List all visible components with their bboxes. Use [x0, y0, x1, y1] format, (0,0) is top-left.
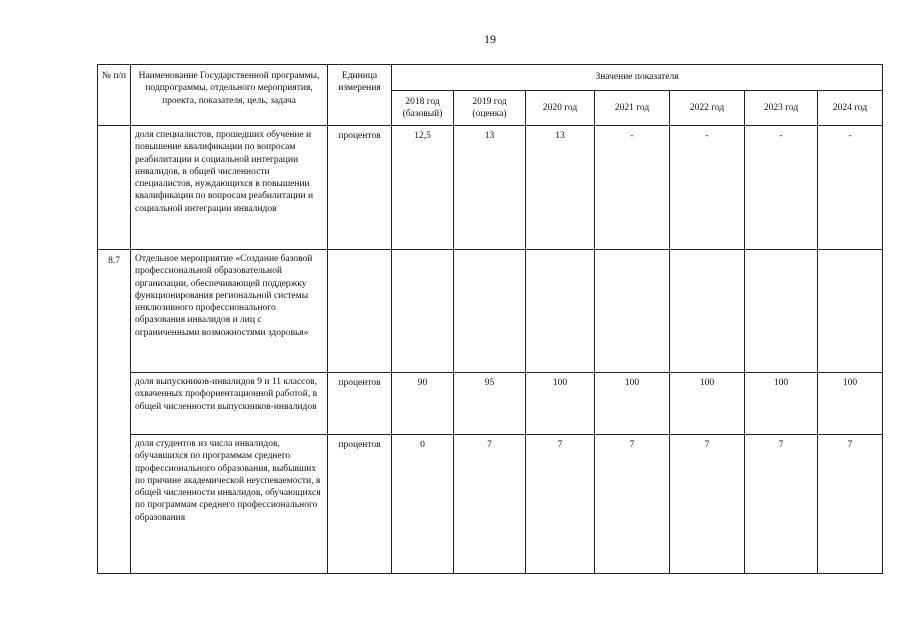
- row-value: [818, 250, 883, 373]
- header-year: 2020 год: [526, 91, 595, 126]
- row-unit: процентов: [328, 435, 392, 574]
- row-unit: [328, 250, 392, 373]
- row-num: 8.7: [98, 250, 131, 574]
- row-value: [595, 250, 670, 373]
- table-row: [98, 373, 883, 435]
- row-value: 13: [454, 126, 526, 250]
- row-value: 100: [526, 373, 595, 435]
- header-year: 2018 год (базовый): [392, 91, 454, 126]
- row-value: 7: [670, 435, 745, 574]
- row-value: 90: [392, 373, 454, 435]
- header-year: 2019 год (оценка): [454, 91, 526, 126]
- row-value: [745, 250, 818, 373]
- row-unit: процентов: [328, 373, 392, 435]
- row-value: 7: [745, 435, 818, 574]
- row-value: 7: [454, 435, 526, 574]
- row-value: -: [670, 126, 745, 250]
- row-value: -: [818, 126, 883, 250]
- header-unit: Единица измерения: [328, 65, 392, 126]
- row-value: [392, 250, 454, 373]
- row-value: 100: [670, 373, 745, 435]
- row-value: -: [595, 126, 670, 250]
- row-value: 7: [818, 435, 883, 574]
- header-year: 2023 год: [745, 91, 818, 126]
- table-row: [98, 250, 883, 373]
- row-value: [670, 250, 745, 373]
- row-value: 13: [526, 126, 595, 250]
- row-name: доля специалистов, прошедших обучение и повышение квалификации по вопросам реабилитации и социальной интеграции инвалидов, в общей численности специалистов, нуждающихся в повышении квалификации по вопросам реабилитации и социальной интеграции инвалидов: [131, 126, 328, 250]
- header-year: 2024 год: [818, 91, 883, 126]
- row-name: Отдельное мероприятие «Создание базовой профессиональной образовательной организации, обеспечивающей поддержку функционирования региональной системы инклюзивного профессионального образования инвалидов и лиц с ограниченными возможностями здоровья»: [131, 250, 328, 373]
- table-row: [98, 126, 883, 250]
- page-number: 19: [484, 32, 496, 46]
- table-row: [98, 435, 883, 574]
- row-value: [526, 250, 595, 373]
- indicator-table: [97, 64, 883, 574]
- row-value: -: [745, 126, 818, 250]
- header-values-group: Значение показателя: [392, 65, 883, 91]
- header-row-1: [98, 65, 883, 91]
- header-name: Наименование Государственной программы, подпрограммы, отдельного мероприятия, проекта, показателя, цель, задача: [131, 65, 328, 126]
- row-name: доля студентов из числа инвалидов, обучавшихся по программам среднего профессионального образования, выбывших по причине академической неуспеваемости, в общей численности инвалидов, обучающихся по программам среднего профессионального образования: [131, 435, 328, 574]
- row-num: [98, 126, 131, 250]
- row-value: 95: [454, 373, 526, 435]
- header-year: 2022 год: [670, 91, 745, 126]
- row-value: 7: [595, 435, 670, 574]
- header-num: № п/п: [98, 65, 131, 126]
- row-name: доля выпускников-инвалидов 9 и 11 классов, охваченных профориентационной работой, в общей численности выпускников-инвалидов: [131, 373, 328, 435]
- row-value: 100: [745, 373, 818, 435]
- row-value: [454, 250, 526, 373]
- header-year: 2021 год: [595, 91, 670, 126]
- row-unit: процентов: [328, 126, 392, 250]
- row-value: 0: [392, 435, 454, 574]
- row-value: 7: [526, 435, 595, 574]
- row-value: 100: [595, 373, 670, 435]
- row-value: 100: [818, 373, 883, 435]
- row-value: 12,5: [392, 126, 454, 250]
